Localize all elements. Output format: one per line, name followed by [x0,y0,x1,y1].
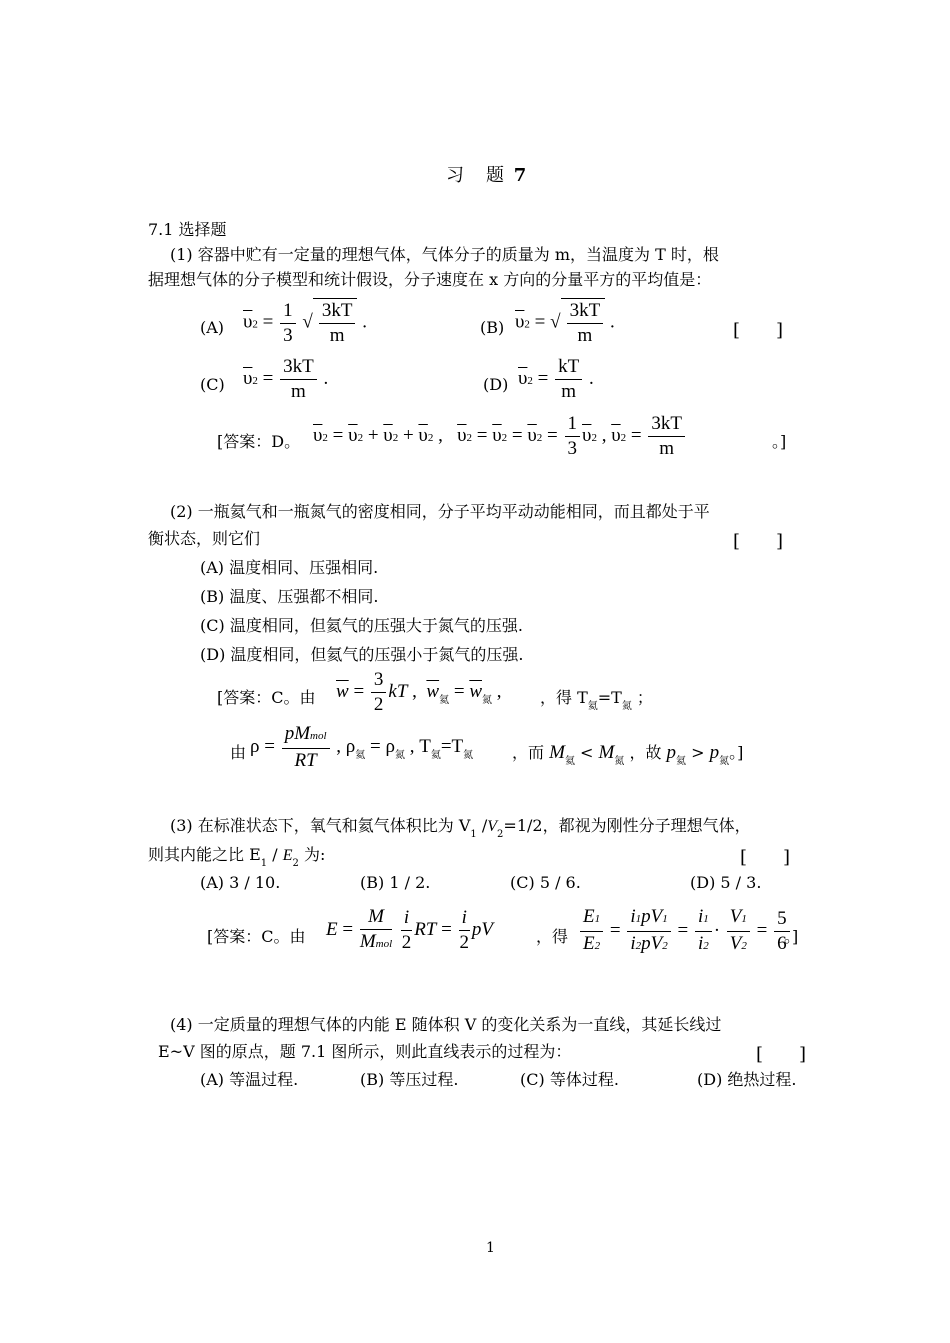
q1-line1: (1) 容器中贮有一定量的理想气体，气体分子的质量为 m，当温度为 T 时，根 [170,245,719,264]
q2-answer-line2-formula: ρ = $\frac{\text{pMmol}}{RT}$ , $\rho_氦 = \rho_氮$ , $T_氦=T_氮$ [250,723,474,771]
q2-answer-line1-prefix: [答案：C。由 [217,688,316,707]
q1-option-b-formula: $\overline{\upsilon}2$ = √ $\frac{3kT}{m}$ . [515,300,615,346]
section-heading: 7.1 选择题 [148,220,227,239]
q1-option-c-formula: $\overline{\upsilon}2$ = $\frac{3kT}{m}$ . [243,356,329,402]
q2-line1: (2) 一瓶氦气和一瓶氮气的密度相同，分子平均平动动能相同，而且都处于平 [170,502,710,521]
q4-option-c: (C) 等体过程. [520,1070,619,1089]
q1-option-c-label: (C) [200,375,225,394]
q4-option-d: (D) 绝热过程. [697,1070,797,1089]
page-number: 1 [486,1240,495,1256]
q4-option-b: (B) 等压过程. [360,1070,459,1089]
q1-answer-bracket: [ ] [733,320,784,341]
q3-option-b: (B) 1 / 2. [360,873,431,892]
q2-answer-line2-prefix: 由 [230,743,247,762]
q3-line1: (3) 在标准状态下，氧气和氦气体积比为 $V_1$ $/V_2=1/2$，都视为刚性分子理想气体， [170,816,751,840]
q2-option-d: (D) 温度相同，但氦气的压强小于氮气的压强. [200,645,524,664]
page-title: 习 题 7 [446,165,529,186]
q1-option-a-label: (A) [200,318,225,337]
q3-answer-ratio: $\frac{E1}{E2}$ = $\frac{i1pV1}{i2pV2}$ = $\frac{i1}{i2}$ · $\frac{V1}{V2}$ = $\frac{5}{6}$ [578,905,792,958]
q3-option-a: (A) 3 / 10. [200,873,281,892]
q4-answer-bracket: [ ] [756,1044,807,1065]
q2-answer-line1-mid: ，得 $T_氦=T_氮$ ； [540,688,653,712]
q2-answer-line1-formula: $\overline{w}$ = $\frac{3}{2}$ kT , $\overline{w}_氦 = \overline{w}_氮$ , [336,669,502,715]
q3-answer-bracket: [ ] [740,847,791,868]
q1-option-b-label: (B) [480,318,505,337]
q1-line2: 据理想气体的分子模型和统计假设，分子速度在 x 方向的分量平方的平均值是： [148,270,712,289]
q4-line2: E~V 图的原点，题 7.1 图所示，则此直线表示的过程为： [158,1042,572,1061]
q3-option-c: (C) 5 / 6. [510,873,581,892]
q2-answer-line2-tail: ，而 $M_氦 < M_氮$ ，故 $p_氦 > p_氮$。] [512,742,744,767]
q3-answer-formula: E = $\frac{M}{\text{Mmol}}$ $\frac{i}{2}$ RT = $\frac{i}{2}$ pV [326,906,493,953]
q3-line2: 则其内能之比 $E_1 / E_2$ 为: [148,845,326,869]
q3-answer-prefix: [答案：C。由 [207,927,306,946]
q2-option-b: (B) 温度、压强都不相同. [200,587,379,606]
q3-answer-suffix: 。] [784,927,799,946]
q4-option-a: (A) 等温过程. [200,1070,299,1089]
q1-option-a-formula: $\overline{\upsilon}2$ = $\frac{1}{3}$ √ $\frac{3kT}{m}$ . [243,299,367,346]
q2-option-a: (A) 温度相同、压强相同. [200,558,379,577]
q2-option-c: (C) 温度相同，但氦气的压强大于氮气的压强. [200,616,523,635]
q2-line2: 衡状态，则它们 [148,529,261,548]
q1-answer-prefix: [答案：D。 [217,432,301,451]
q1-answer-suffix: 。] [772,432,787,451]
q1-option-d-formula: $\overline{\upsilon}2$ = $\frac{kT}{m}$ . [518,356,594,402]
q3-option-d: (D) 5 / 3. [690,873,762,892]
q3-answer-mid: ，得 [536,927,569,946]
q4-line1: (4) 一定质量的理想气体的内能 E 随体积 V 的变化关系为一直线，其延长线过 [170,1015,722,1034]
q1-answer-formula: $\overline{\upsilon}2 = \overline{\upsilon}2 + \overline{\upsilon}2 + \overline{\upsilon}2$ , $\overline{\upsilon}2 = \overline{\upsilon}2 = \overline{\upsilon}2$ = $\frac{1}{3}$ $\overline{\upsilon}2$ , $\overline{\upsilon}2$ = $\frac{3kT}{m}$ [313,412,687,461]
q1-option-d-label: (D) [483,375,509,394]
q2-answer-bracket: [ ] [733,531,784,552]
